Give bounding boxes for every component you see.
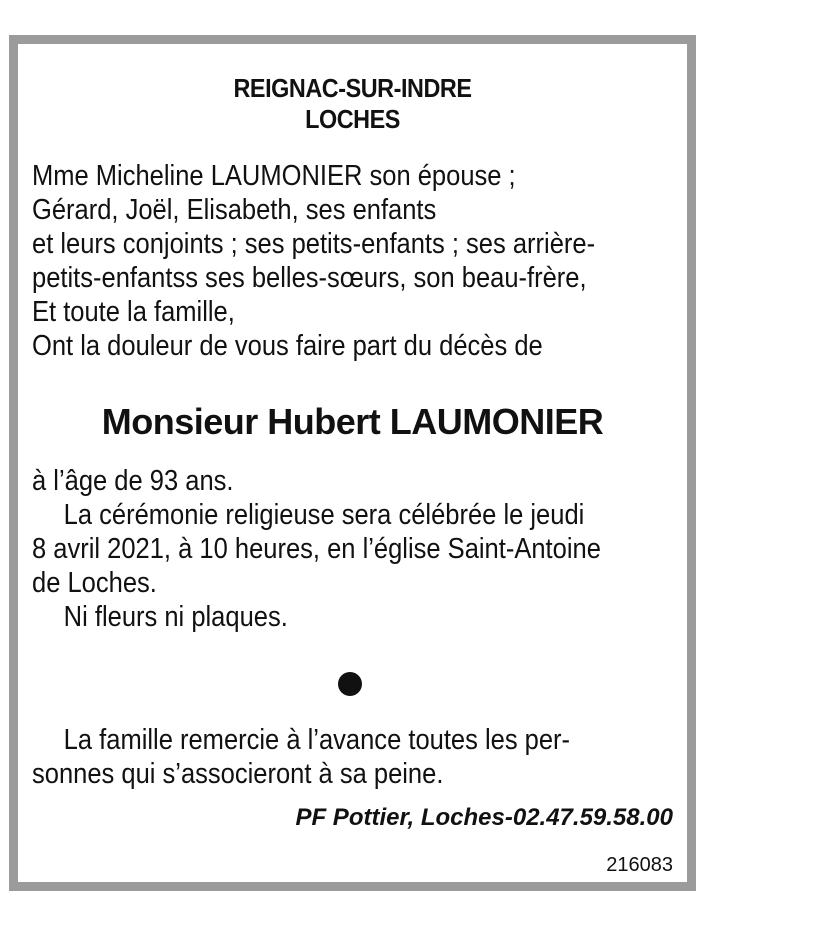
location-heading-line1: REIGNAC-SUR-INDRE [233, 73, 472, 103]
thanks-line: sonnes qui s’associeront à sa peine. [32, 758, 444, 790]
family-announcement [32, 159, 672, 363]
family-line: Ont la douleur de vous faire part du décès de [32, 330, 543, 362]
separator-bullet [338, 672, 362, 696]
reference-number: 216083 [606, 854, 673, 876]
detail-line: à l’âge de 93 ans. [32, 465, 234, 497]
detail-line: La cérémonie religieuse sera célébrée le jeudi [63, 499, 585, 531]
family-line: Gérard, Joël, Elisabeth, ses enfants [32, 194, 437, 226]
detail-line: 8 avril 2021, à 10 heures, en l’église Saint-Antoine [32, 533, 601, 565]
obituary-notice [9, 35, 696, 891]
location-heading-line2: LOCHES [305, 104, 400, 134]
deceased-name: Monsieur Hubert LAUMONIER [101, 401, 604, 442]
family-line: petits-enfantss ses belles-sœurs, son beau-frère, [32, 262, 587, 294]
family-line: et leurs conjoints ; ses petits-enfants ; ses arrière- [32, 228, 596, 260]
family-line: Mme Micheline LAUMONIER son épouse ; [32, 160, 516, 192]
thanks-line: La famille remercie à l’avance toutes les per- [63, 724, 571, 756]
family-thanks [32, 723, 672, 791]
ceremony-details [32, 464, 672, 634]
detail-line: de Loches. [32, 567, 157, 599]
funeral-home-contact: PF Pottier, Loches-02.47.59.58.00 [295, 804, 673, 831]
family-line: Et toute la famille, [32, 296, 235, 328]
detail-line: Ni fleurs ni plaques. [63, 601, 288, 633]
